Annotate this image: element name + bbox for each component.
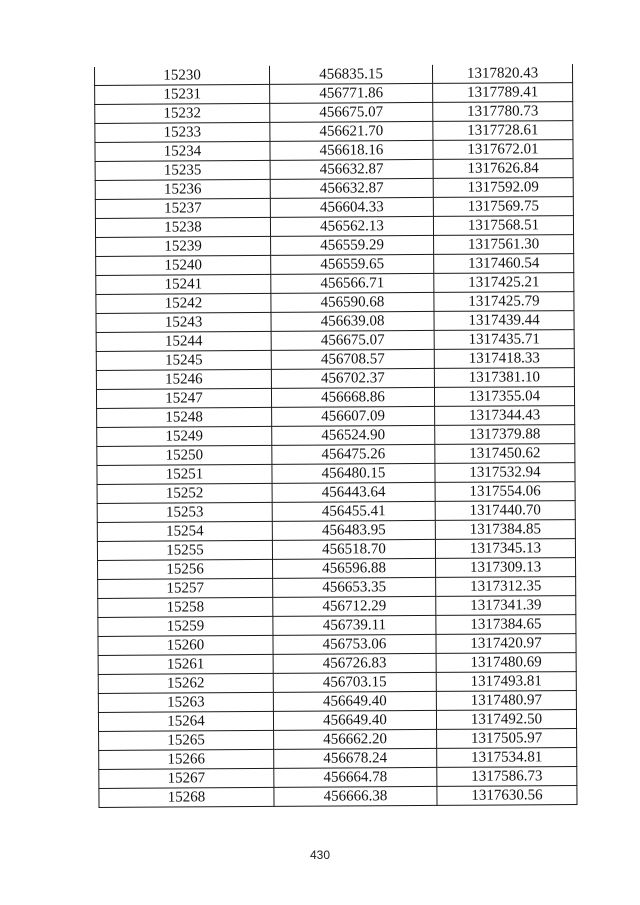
table-row — [97, 444, 575, 466]
point-id-cell: 15252 — [97, 483, 272, 503]
table-row — [95, 216, 573, 238]
point-id-cell: 15253 — [97, 502, 272, 522]
y-coordinate-cell: 1317381.10 — [434, 368, 574, 388]
y-coordinate-cell: 1317780.73 — [433, 102, 573, 122]
y-coordinate-cell: 1317420.97 — [436, 634, 576, 654]
x-coordinate-cell: 456649.40 — [273, 710, 436, 730]
table-row — [97, 425, 575, 447]
table-row — [95, 159, 573, 181]
coordinate-table-body — [94, 64, 577, 807]
table-row — [95, 102, 573, 124]
y-coordinate-cell: 1317384.85 — [435, 520, 575, 540]
y-coordinate-cell: 1317425.79 — [434, 292, 574, 312]
x-coordinate-cell: 456668.86 — [271, 387, 434, 407]
x-coordinate-cell: 456596.88 — [273, 558, 436, 578]
point-id-cell: 15263 — [98, 692, 273, 712]
table-row — [97, 539, 575, 561]
table-row — [98, 596, 576, 618]
x-coordinate-cell: 456455.41 — [272, 501, 435, 521]
y-coordinate-cell: 1317341.39 — [436, 596, 576, 616]
y-coordinate-cell: 1317345.13 — [435, 539, 575, 559]
x-coordinate-cell: 456649.40 — [273, 691, 436, 711]
x-coordinate-cell: 456708.57 — [271, 349, 434, 369]
x-coordinate-cell: 456562.13 — [270, 216, 433, 236]
point-id-cell: 15236 — [95, 179, 270, 199]
table-row — [98, 691, 576, 713]
point-id-cell: 15230 — [94, 66, 269, 86]
table-row — [96, 349, 574, 371]
x-coordinate-cell: 456653.35 — [273, 577, 436, 597]
y-coordinate-cell: 1317439.44 — [434, 311, 574, 331]
point-id-cell: 15232 — [95, 103, 270, 123]
y-coordinate-cell: 1317384.65 — [436, 615, 576, 635]
table-row — [95, 140, 573, 162]
point-id-cell: 15257 — [98, 578, 273, 598]
x-coordinate-cell: 456632.87 — [270, 159, 433, 179]
table-row — [98, 653, 576, 675]
table-row — [96, 368, 574, 390]
x-coordinate-cell: 456678.24 — [274, 748, 437, 768]
point-id-cell: 15246 — [96, 369, 271, 389]
x-coordinate-cell: 456664.78 — [274, 767, 437, 787]
y-coordinate-cell: 1317568.51 — [433, 216, 573, 236]
table-row — [99, 767, 577, 789]
x-coordinate-cell: 456712.29 — [273, 596, 436, 616]
table-row — [99, 748, 577, 770]
point-id-cell: 15235 — [95, 160, 270, 180]
x-coordinate-cell: 456675.07 — [270, 102, 433, 122]
point-id-cell: 15243 — [96, 312, 271, 332]
point-id-cell: 15240 — [96, 255, 271, 275]
point-id-cell: 15250 — [97, 445, 272, 465]
x-coordinate-cell: 456666.38 — [274, 786, 437, 806]
x-coordinate-cell: 456621.70 — [270, 121, 433, 141]
x-coordinate-cell: 456703.15 — [273, 672, 436, 692]
y-coordinate-cell: 1317312.35 — [436, 577, 576, 597]
x-coordinate-cell: 456726.83 — [273, 653, 436, 673]
y-coordinate-cell: 1317532.94 — [435, 463, 575, 483]
y-coordinate-cell: 1317728.61 — [433, 121, 573, 141]
y-coordinate-cell: 1317561.30 — [434, 235, 574, 255]
point-id-cell: 15259 — [98, 616, 273, 636]
point-id-cell: 15258 — [98, 597, 273, 617]
table-row — [98, 672, 576, 694]
x-coordinate-cell: 456662.20 — [274, 729, 437, 749]
x-coordinate-cell: 456675.07 — [271, 330, 434, 350]
point-id-cell: 15256 — [98, 559, 273, 579]
x-coordinate-cell: 456739.11 — [273, 615, 436, 635]
x-coordinate-cell: 456480.15 — [272, 463, 435, 483]
x-coordinate-cell: 456483.95 — [272, 520, 435, 540]
point-id-cell: 15234 — [95, 141, 270, 161]
table-row — [99, 786, 577, 808]
y-coordinate-cell: 1317789.41 — [433, 83, 573, 103]
x-coordinate-cell: 456771.86 — [270, 83, 433, 103]
x-coordinate-cell: 456518.70 — [272, 539, 435, 559]
table-row — [96, 273, 574, 295]
y-coordinate-cell: 1317425.21 — [434, 273, 574, 293]
point-id-cell: 15239 — [96, 236, 271, 256]
x-coordinate-cell: 456559.29 — [271, 235, 434, 255]
y-coordinate-cell: 1317672.01 — [433, 140, 573, 160]
page-number: 430 — [309, 848, 331, 862]
y-coordinate-cell: 1317435.71 — [434, 330, 574, 350]
table-row — [95, 121, 573, 143]
coordinate-table — [94, 64, 578, 808]
table-row — [98, 634, 576, 656]
y-coordinate-cell: 1317493.81 — [436, 672, 576, 692]
table-row — [98, 558, 576, 580]
point-id-cell: 15266 — [99, 749, 274, 769]
y-coordinate-cell: 1317480.69 — [436, 653, 576, 673]
x-coordinate-cell: 456618.16 — [270, 140, 433, 160]
table-row — [94, 64, 572, 85]
y-coordinate-cell: 1317820.43 — [432, 64, 572, 83]
y-coordinate-cell: 1317534.81 — [437, 748, 577, 768]
table-row — [96, 330, 574, 352]
point-id-cell: 15231 — [95, 84, 270, 104]
table-row — [99, 729, 577, 751]
point-id-cell: 15264 — [98, 711, 273, 731]
y-coordinate-cell: 1317379.88 — [435, 425, 575, 445]
table-row — [97, 406, 575, 428]
y-coordinate-cell: 1317460.54 — [434, 254, 574, 274]
point-id-cell: 15237 — [95, 198, 270, 218]
y-coordinate-cell: 1317418.33 — [434, 349, 574, 369]
y-coordinate-cell: 1317440.70 — [435, 501, 575, 521]
y-coordinate-cell: 1317480.97 — [436, 691, 576, 711]
table-row — [98, 615, 576, 637]
point-id-cell: 15255 — [97, 540, 272, 560]
x-coordinate-cell: 456632.87 — [270, 178, 433, 198]
x-coordinate-cell: 456559.65 — [271, 254, 434, 274]
point-id-cell: 15261 — [98, 654, 273, 674]
y-coordinate-cell: 1317569.75 — [433, 197, 573, 217]
x-coordinate-cell: 456524.90 — [272, 425, 435, 445]
table-row — [95, 83, 573, 105]
x-coordinate-cell: 456590.68 — [271, 292, 434, 312]
table-row — [98, 577, 576, 599]
point-id-cell: 15251 — [97, 464, 272, 484]
table-row — [96, 311, 574, 333]
x-coordinate-cell: 456566.71 — [271, 273, 434, 293]
point-id-cell: 15245 — [96, 350, 271, 370]
point-id-cell: 15262 — [98, 673, 273, 693]
y-coordinate-cell: 1317505.97 — [437, 729, 577, 749]
point-id-cell: 15249 — [97, 426, 272, 446]
table-row — [97, 520, 575, 542]
y-coordinate-cell: 1317450.62 — [435, 444, 575, 464]
table-row — [97, 482, 575, 504]
table-row — [96, 292, 574, 314]
table-row — [97, 463, 575, 485]
y-coordinate-cell: 1317344.43 — [435, 406, 575, 426]
x-coordinate-cell: 456604.33 — [270, 197, 433, 217]
point-id-cell: 15268 — [99, 787, 274, 807]
x-coordinate-cell: 456443.64 — [272, 482, 435, 502]
table-row — [95, 178, 573, 200]
point-id-cell: 15248 — [97, 407, 272, 427]
x-coordinate-cell: 456639.08 — [271, 311, 434, 331]
point-id-cell: 15242 — [96, 293, 271, 313]
y-coordinate-cell: 1317630.56 — [437, 786, 577, 806]
x-coordinate-cell: 456475.26 — [272, 444, 435, 464]
x-coordinate-cell: 456702.37 — [271, 368, 434, 388]
table-row — [96, 235, 574, 257]
point-id-cell: 15267 — [99, 768, 274, 788]
table-row — [98, 710, 576, 732]
point-id-cell: 15265 — [99, 730, 274, 750]
point-id-cell: 15260 — [98, 635, 273, 655]
y-coordinate-cell: 1317492.50 — [436, 710, 576, 730]
y-coordinate-cell: 1317309.13 — [436, 558, 576, 578]
y-coordinate-cell: 1317554.06 — [435, 482, 575, 502]
point-id-cell: 15254 — [97, 521, 272, 541]
point-id-cell: 15233 — [95, 122, 270, 142]
point-id-cell: 15238 — [95, 217, 270, 237]
table-row — [95, 197, 573, 219]
table-row — [96, 387, 574, 409]
table-row — [96, 254, 574, 276]
point-id-cell: 15241 — [96, 274, 271, 294]
x-coordinate-cell: 456607.09 — [272, 406, 435, 426]
y-coordinate-cell: 1317626.84 — [433, 159, 573, 179]
x-coordinate-cell: 456753.06 — [273, 634, 436, 654]
point-id-cell: 15244 — [96, 331, 271, 351]
y-coordinate-cell: 1317592.09 — [433, 178, 573, 198]
point-id-cell: 15247 — [96, 388, 271, 408]
y-coordinate-cell: 1317355.04 — [434, 387, 574, 407]
x-coordinate-cell: 456835.15 — [269, 65, 432, 84]
table-row — [97, 501, 575, 523]
y-coordinate-cell: 1317586.73 — [437, 767, 577, 787]
